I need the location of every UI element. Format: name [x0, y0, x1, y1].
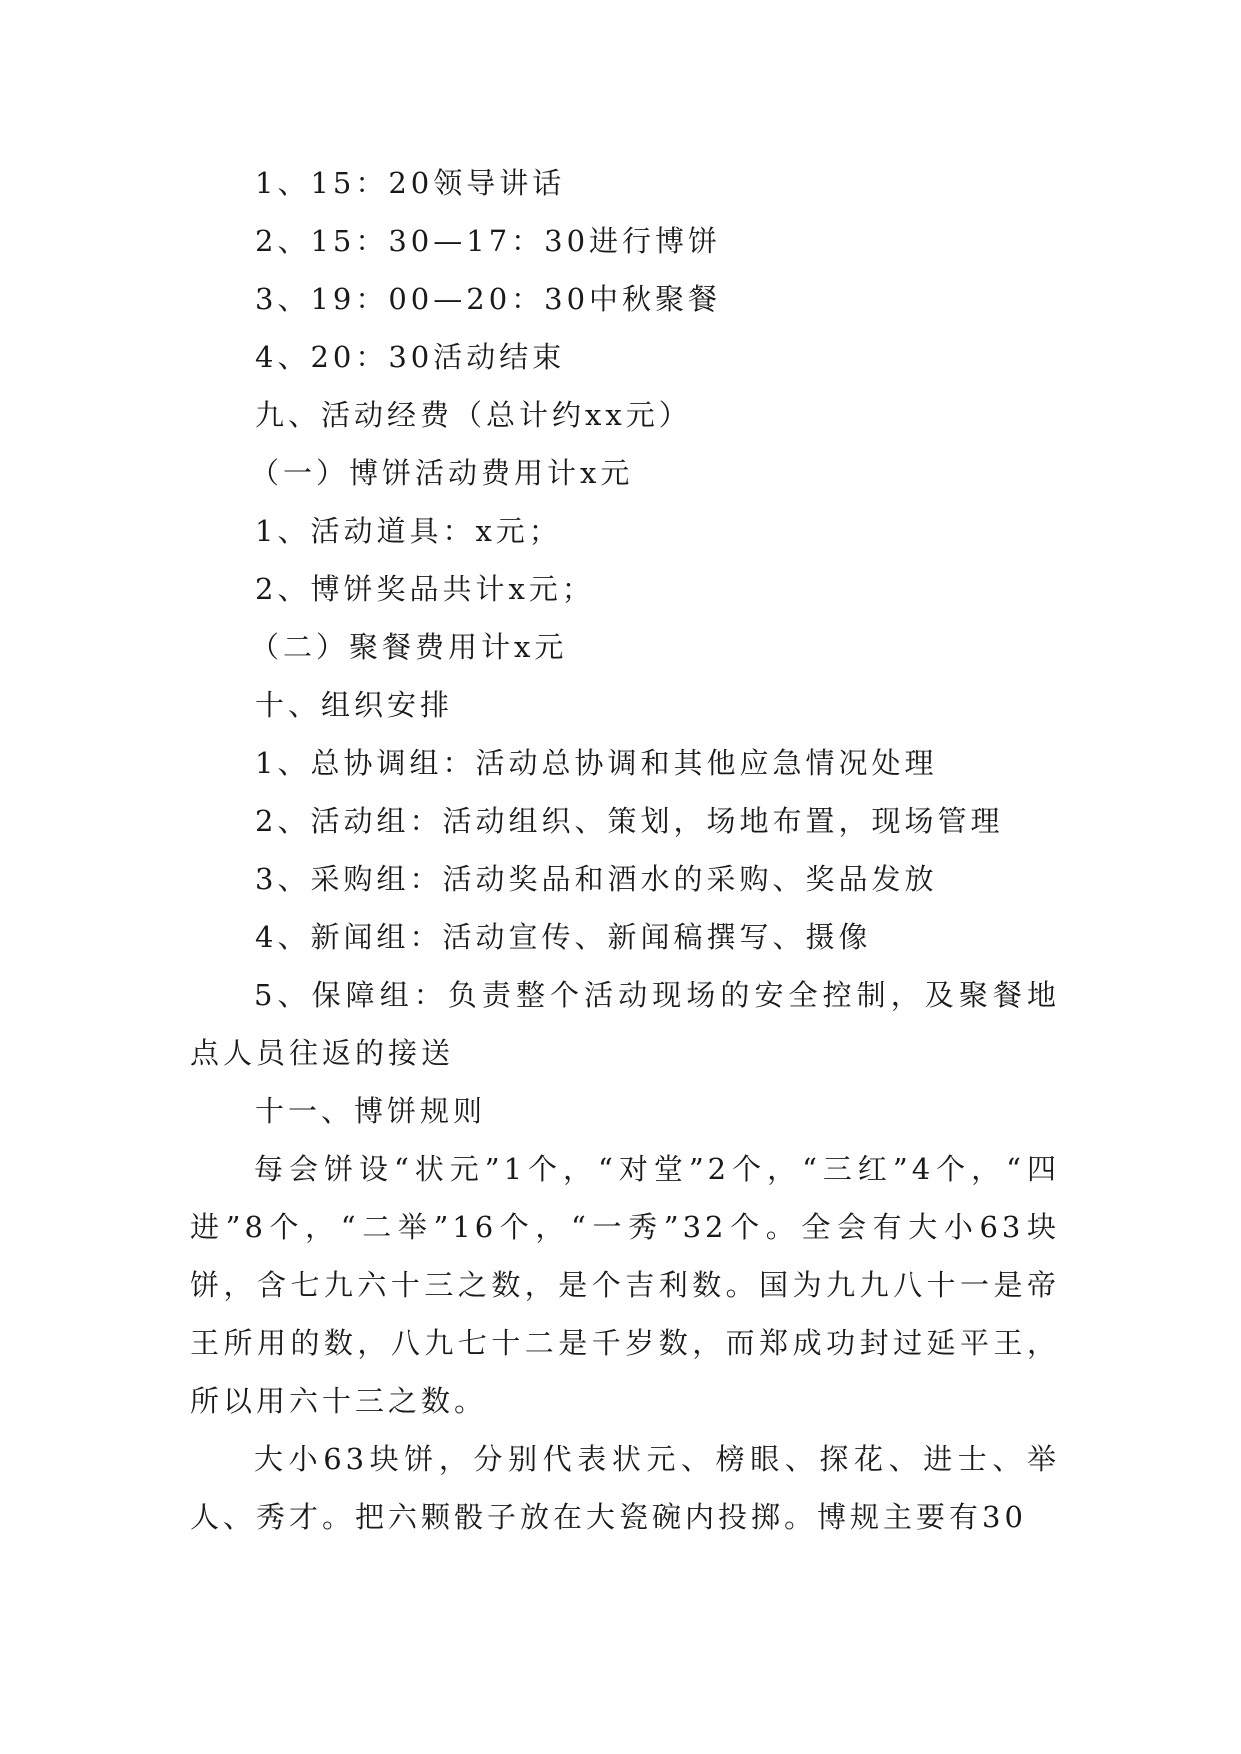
- schedule-item-2: 2、15：30—17：30进行博饼: [255, 224, 722, 258]
- rules-paragraph-1: 每会饼设“状元”1个，“对堂”2个，“三红”4个，“四进”8个，“二举”16个，“一秀”32个。全会有大小63块饼，含七九六十三之数，是个吉利数。国为九九八十一是帝王所用的数，八九七十二是千岁数，而郑成功封过延平王，所以用六十三之数。: [190, 1152, 1060, 1418]
- organization-item-1: 1、总协调组：活动总协调和其他应急情况处理: [255, 746, 938, 780]
- rules-paragraph-2: 大小63块饼，分别代表状元、榜眼、探花、进士、举人、秀才。把六颗骰子放在大瓷碗内投掷。博规主要有30: [190, 1442, 1060, 1534]
- budget-sub-1: （一）博饼活动费用计x元: [250, 456, 634, 490]
- schedule-item-4: 4、20：30活动结束: [255, 340, 566, 374]
- budget-heading: 九、活动经费（总计约xx元）: [255, 398, 692, 432]
- budget-item-2: 2、博饼奖品共计x元；: [255, 572, 595, 606]
- organization-item-2: 2、活动组：活动组织、策划，场地布置，现场管理: [255, 804, 1004, 838]
- organization-item-5: 5、保障组：负责整个活动现场的安全控制，及聚餐地点人员往返的接送: [190, 978, 1060, 1070]
- organization-item-4: 4、新闻组：活动宣传、新闻稿撰写、摄像: [255, 920, 872, 954]
- schedule-item-1: 1、15：20领导讲话: [255, 166, 566, 200]
- budget-sub-2: （二）聚餐费用计x元: [250, 630, 568, 664]
- organization-item-3: 3、采购组：活动奖品和酒水的采购、奖品发放: [255, 862, 938, 896]
- schedule-item-3: 3、19：00—20：30中秋聚餐: [255, 282, 722, 316]
- organization-heading: 十、组织安排: [255, 688, 454, 722]
- rules-heading: 十一、博饼规则: [255, 1094, 487, 1128]
- budget-item-1: 1、活动道具：x元；: [255, 514, 562, 548]
